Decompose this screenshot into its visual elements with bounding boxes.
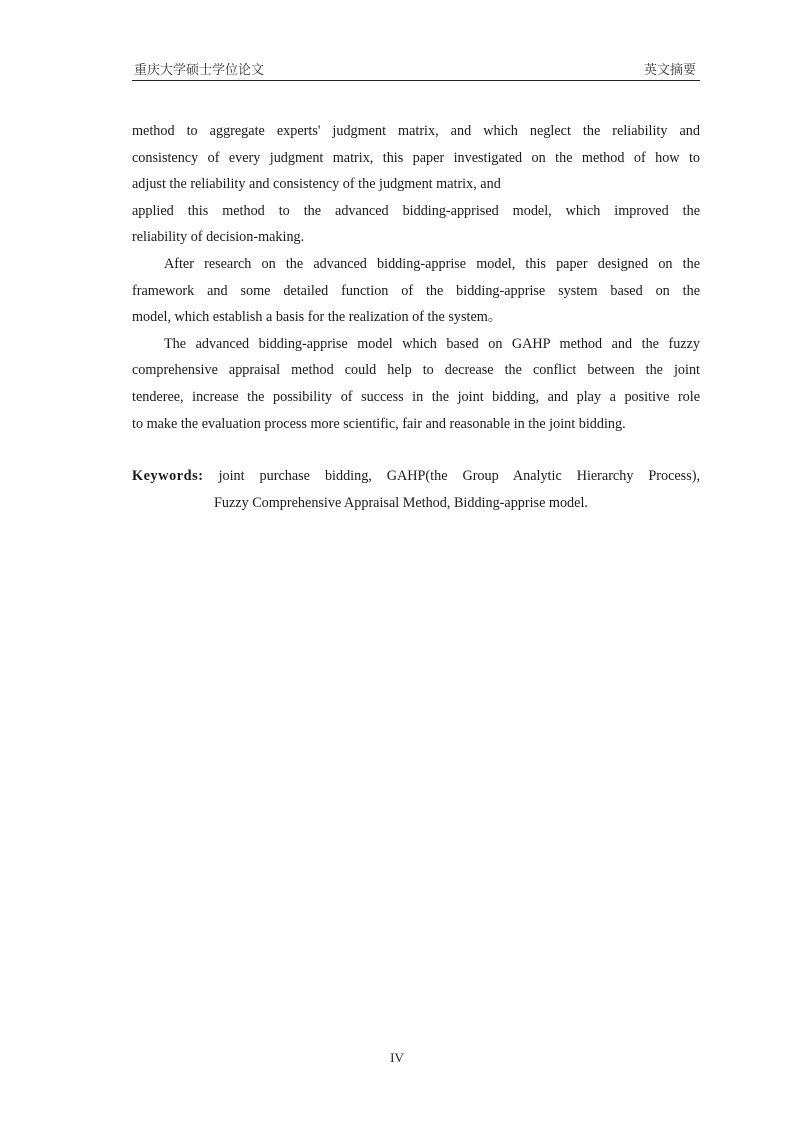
paragraph-line: tenderee, increase the possibility of success in the joint bidding, and play a positive role: [132, 388, 700, 405]
paragraph-line: adjust the reliability and consistency of the judgment matrix, and: [132, 176, 501, 193]
abstract-paragraph-2: [132, 251, 700, 331]
paragraph-line: comprehensive appraisal method could help to decrease the conflict between the joint: [132, 362, 700, 379]
keywords-text-1: joint purchase bidding, GAHP(the Group Analytic Hierarchy Process),: [218, 468, 700, 484]
paragraph-line: consistency of every judgment matrix, this paper investigated on the method of how to: [132, 149, 700, 166]
keywords-line-1: [132, 463, 700, 490]
keywords-label: Keywords:: [132, 468, 204, 484]
abstract-paragraph-1: [132, 118, 700, 251]
paragraph-line: The advanced bidding-apprise model which based on GAHP method and the fuzzy: [164, 335, 700, 352]
keywords-line-2: Fuzzy Comprehensive Appraisal Method, Bidding-apprise model.: [214, 494, 588, 511]
abstract-paragraph-3: [132, 331, 700, 437]
keywords-block: [132, 463, 700, 516]
running-header: [132, 62, 700, 81]
paragraph-line: framework and some detailed function of the bidding-apprise system based on the: [132, 282, 700, 299]
paragraph-line: method to aggregate experts' judgment matrix, and which neglect the reliability and: [132, 123, 700, 139]
paragraph-line: to make the evaluation process more scientific, fair and reasonable in the joint bidding.: [132, 415, 626, 432]
page-number: IV: [390, 1050, 404, 1065]
paragraph-line: model, which establish a basis for the realization of the system。: [132, 309, 502, 326]
paragraph-line: After research on the advanced bidding-apprise model, this paper designed on the: [164, 255, 700, 272]
abstract-body: [132, 118, 700, 437]
paragraph-line: applied this method to the advanced bidding-apprised model, which improved the: [132, 202, 700, 219]
header-section-title: 英文摘要: [643, 62, 696, 77]
paragraph-line: reliability of decision-making.: [132, 229, 305, 246]
header-thesis-title: 重庆大学硕士学位论文: [134, 62, 265, 77]
